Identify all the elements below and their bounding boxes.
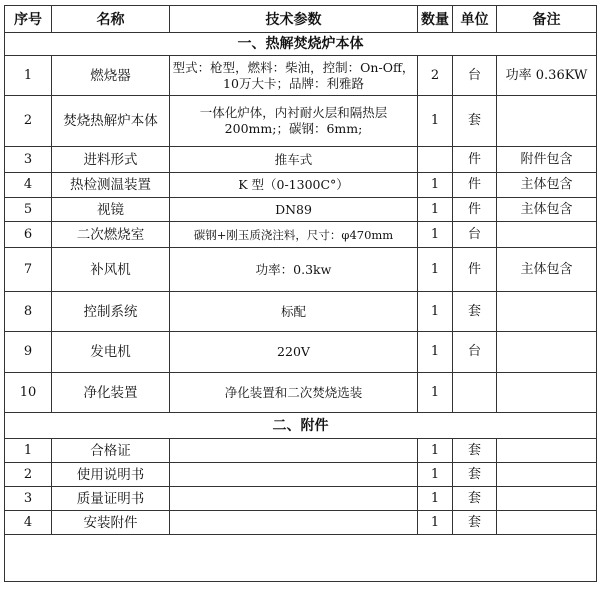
header-unit: 单位 [453, 6, 497, 33]
header-name: 名称 [52, 6, 170, 33]
cell-unit: 套 [453, 463, 497, 487]
cell-spec [170, 463, 418, 487]
table-row [5, 373, 597, 413]
cell-seq: 4 [5, 173, 52, 198]
cell-note [497, 373, 597, 413]
cell-seq: 5 [5, 198, 52, 222]
cell-unit: 件 [453, 198, 497, 222]
cell-seq: 10 [5, 373, 52, 413]
cell-seq: 2 [5, 96, 52, 147]
cell-name: 燃烧器 [52, 56, 170, 96]
cell-unit: 套 [453, 96, 497, 147]
cell-seq: 2 [5, 463, 52, 487]
cell-name: 二次燃烧室 [52, 222, 170, 248]
cell-qty: 1 [418, 463, 453, 487]
cell-unit [453, 373, 497, 413]
cell-note: 主体包含 [497, 173, 597, 198]
cell-note: 功率 0.36KW [497, 56, 597, 96]
cell-spec [170, 487, 418, 511]
cell-unit: 台 [453, 56, 497, 96]
cell-spec: 碳钢+刚玉质浇注料，尺寸：φ470mm [170, 222, 418, 248]
cell-qty: 1 [418, 198, 453, 222]
empty-footer-cell [5, 535, 597, 582]
cell-note [497, 439, 597, 463]
cell-spec: 功率：0.3kw [170, 248, 418, 292]
cell-name: 补风机 [52, 248, 170, 292]
cell-seq: 4 [5, 511, 52, 535]
cell-note [497, 511, 597, 535]
cell-note [497, 487, 597, 511]
cell-spec: 标配 [170, 292, 418, 332]
table-row [5, 222, 597, 248]
section-heading-row [5, 413, 597, 439]
cell-unit: 台 [453, 332, 497, 373]
header-row [5, 6, 597, 33]
cell-name: 合格证 [52, 439, 170, 463]
section-title: 二、附件 [5, 413, 597, 439]
table-row [5, 173, 597, 198]
header-qty: 数量 [418, 6, 453, 33]
cell-qty: 2 [418, 56, 453, 96]
table-row [5, 487, 597, 511]
cell-spec [170, 439, 418, 463]
cell-note [497, 463, 597, 487]
cell-name: 焚烧热解炉本体 [52, 96, 170, 147]
cell-qty: 1 [418, 292, 453, 332]
cell-seq: 3 [5, 147, 52, 173]
cell-note [497, 332, 597, 373]
cell-unit: 套 [453, 511, 497, 535]
table-row [5, 96, 597, 147]
cell-qty: 1 [418, 487, 453, 511]
cell-name: 视镜 [52, 198, 170, 222]
cell-name: 发电机 [52, 332, 170, 373]
cell-note [497, 96, 597, 147]
cell-qty: 1 [418, 222, 453, 248]
table-row [5, 511, 597, 535]
cell-seq: 3 [5, 487, 52, 511]
cell-name: 使用说明书 [52, 463, 170, 487]
cell-seq: 8 [5, 292, 52, 332]
cell-qty: 1 [418, 248, 453, 292]
header-spec: 技术参数 [170, 6, 418, 33]
cell-seq: 1 [5, 439, 52, 463]
cell-qty: 1 [418, 96, 453, 147]
cell-name: 热检测温装置 [52, 173, 170, 198]
cell-name: 质量证明书 [52, 487, 170, 511]
cell-seq: 7 [5, 248, 52, 292]
cell-qty: 1 [418, 373, 453, 413]
cell-spec: 一体化炉体，内衬耐火层和隔热层200mm;；碳钢：6mm; [170, 96, 418, 147]
cell-note: 主体包含 [497, 198, 597, 222]
cell-note: 附件包含 [497, 147, 597, 173]
equipment-list-sheet [4, 5, 596, 582]
section-title: 一、热解焚烧炉本体 [5, 33, 597, 56]
cell-unit: 件 [453, 248, 497, 292]
cell-spec: DN89 [170, 198, 418, 222]
cell-qty: 1 [418, 173, 453, 198]
cell-note: 主体包含 [497, 248, 597, 292]
equipment-table [4, 5, 597, 582]
table-row [5, 198, 597, 222]
cell-spec [170, 511, 418, 535]
cell-name: 净化装置 [52, 373, 170, 413]
cell-spec: 型式：枪型，燃料：柴油，控制：On-Off，10万大卡；品牌：利雅路 [170, 56, 418, 96]
cell-name: 控制系统 [52, 292, 170, 332]
cell-qty: 1 [418, 332, 453, 373]
table-row [5, 439, 597, 463]
table-row [5, 463, 597, 487]
header-seq: 序号 [5, 6, 52, 33]
cell-qty: 1 [418, 511, 453, 535]
cell-note [497, 292, 597, 332]
cell-seq: 1 [5, 56, 52, 96]
cell-name: 安装附件 [52, 511, 170, 535]
cell-unit: 套 [453, 487, 497, 511]
cell-spec: K 型（0-1300C°） [170, 173, 418, 198]
cell-unit: 台 [453, 222, 497, 248]
cell-spec: 推车式 [170, 147, 418, 173]
empty-footer-row [5, 535, 597, 582]
table-row [5, 248, 597, 292]
cell-unit: 套 [453, 292, 497, 332]
cell-spec: 220V [170, 332, 418, 373]
cell-unit: 件 [453, 147, 497, 173]
table-row [5, 56, 597, 96]
table-row [5, 292, 597, 332]
cell-qty: 1 [418, 439, 453, 463]
cell-name: 进料形式 [52, 147, 170, 173]
cell-unit: 件 [453, 173, 497, 198]
table-row [5, 332, 597, 373]
cell-note [497, 222, 597, 248]
section-heading-row [5, 33, 597, 56]
cell-spec: 净化装置和二次焚烧选装 [170, 373, 418, 413]
cell-qty [418, 147, 453, 173]
cell-unit: 套 [453, 439, 497, 463]
header-note: 备注 [497, 6, 597, 33]
cell-seq: 9 [5, 332, 52, 373]
cell-seq: 6 [5, 222, 52, 248]
table-row [5, 147, 597, 173]
